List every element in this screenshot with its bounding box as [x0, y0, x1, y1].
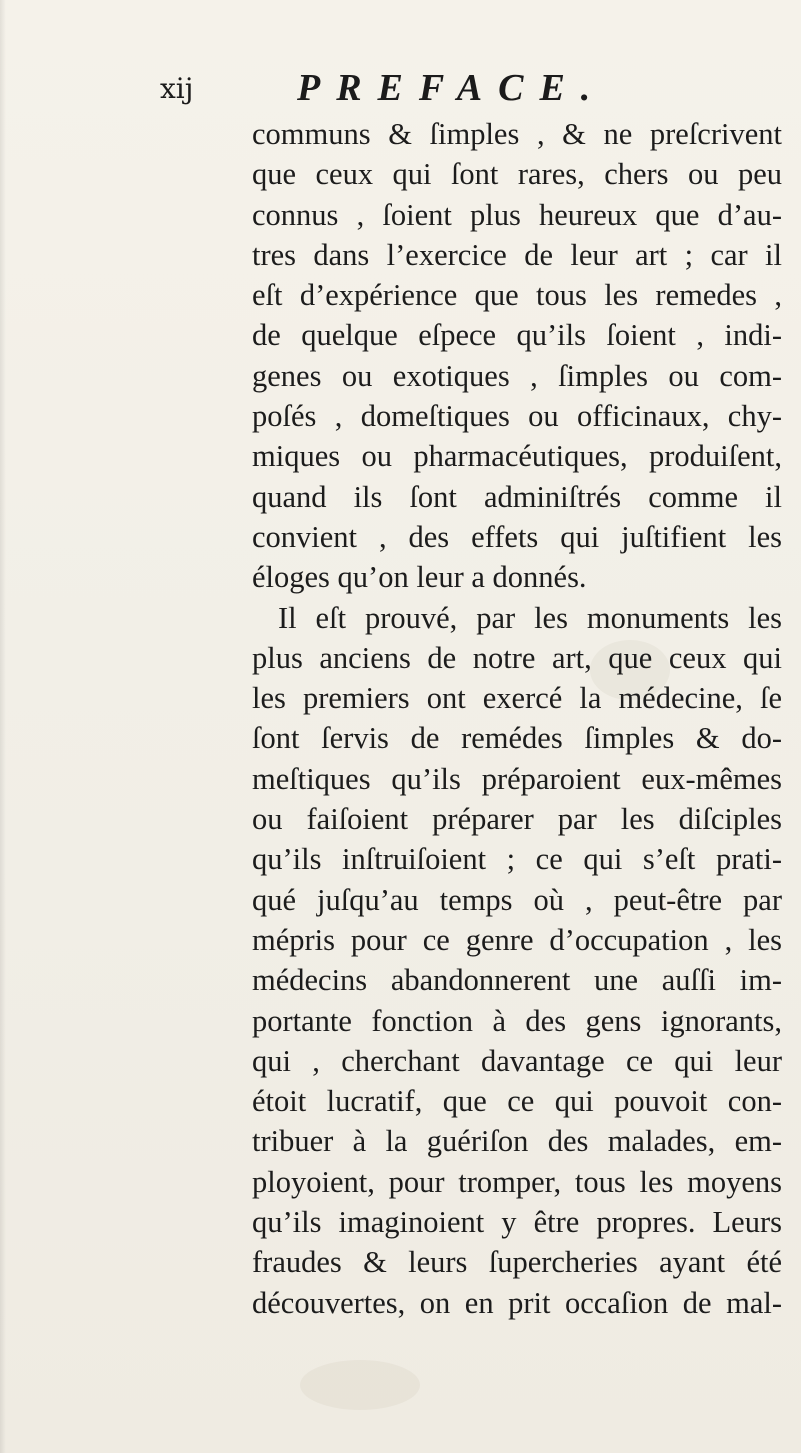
text-line: mépris pour ce genre d’occupation , les — [252, 922, 782, 957]
page-header — [160, 66, 780, 116]
paragraph-start-line: Il eſt prouvé, par les monuments les — [278, 600, 782, 635]
text-line: eſt d’expérience que tous les remedes , — [252, 278, 782, 313]
running-title: PREFACE. — [297, 67, 607, 109]
text-line: meſtiques qu’ils préparoient eux-mêmes — [252, 761, 782, 796]
text-line: ou faiſoient préparer par les diſciples — [252, 802, 782, 837]
text-line: tres dans l’exercice de leur art ; car il — [252, 237, 782, 272]
paper-stain — [300, 1360, 420, 1410]
text-line: que ceux qui ſont rares, chers ou peu — [252, 157, 782, 192]
text-line: les premiers ont exercé la médecine, ſe — [252, 681, 782, 716]
text-line: qué juſqu’au temps où , peut-être par — [252, 882, 782, 917]
paragraph-end-line: éloges qu’on leur a donnés. — [252, 560, 587, 595]
text-line: plus anciens de notre art, que ceux qui — [252, 640, 782, 675]
text-line: médecins abandonnerent une auſſi im- — [252, 963, 782, 998]
text-line: ſont ſervis de remédes ſimples & do- — [252, 721, 782, 756]
text-line: découvertes, on en prit occaſion de mal- — [252, 1285, 782, 1320]
text-line: fraudes & leurs ſupercheries ayant été — [252, 1245, 782, 1280]
page-gutter-shadow — [0, 0, 6, 1453]
text-line: portante fonction à des gens ignorants, — [252, 1003, 782, 1038]
text-line: poſés , domeſtiques ou officinaux, chy- — [252, 399, 782, 434]
text-line: qu’ils inſtruiſoient ; ce qui s’eſt prati- — [252, 842, 782, 877]
body-text — [252, 114, 782, 1323]
text-line: de quelque eſpece qu’ils ſoient , indi- — [252, 318, 782, 353]
text-line: connus , ſoient plus heureux que d’au- — [252, 197, 782, 232]
text-line: ployoient, pour tromper, tous les moyens — [252, 1164, 782, 1199]
text-line: qu’ils imaginoient y être propres. Leurs — [252, 1205, 782, 1240]
text-line: étoit lucratif, que ce qui pouvoit con- — [252, 1084, 782, 1119]
text-line: quand ils ſont adminiſtrés comme il — [252, 479, 782, 514]
text-line: convient , des effets qui juſtifient les — [252, 519, 782, 554]
text-line: miques ou pharmacéutiques, produiſent, — [252, 439, 782, 474]
text-line: genes ou exotiques , ſimples ou com- — [252, 358, 782, 393]
page-number: xij — [160, 72, 194, 105]
text-line: qui , cherchant davantage ce qui leur — [252, 1043, 782, 1078]
text-line: communs & ſimples , & ne preſcrivent — [252, 117, 782, 151]
text-line: tribuer à la guériſon des malades, em- — [252, 1124, 782, 1159]
